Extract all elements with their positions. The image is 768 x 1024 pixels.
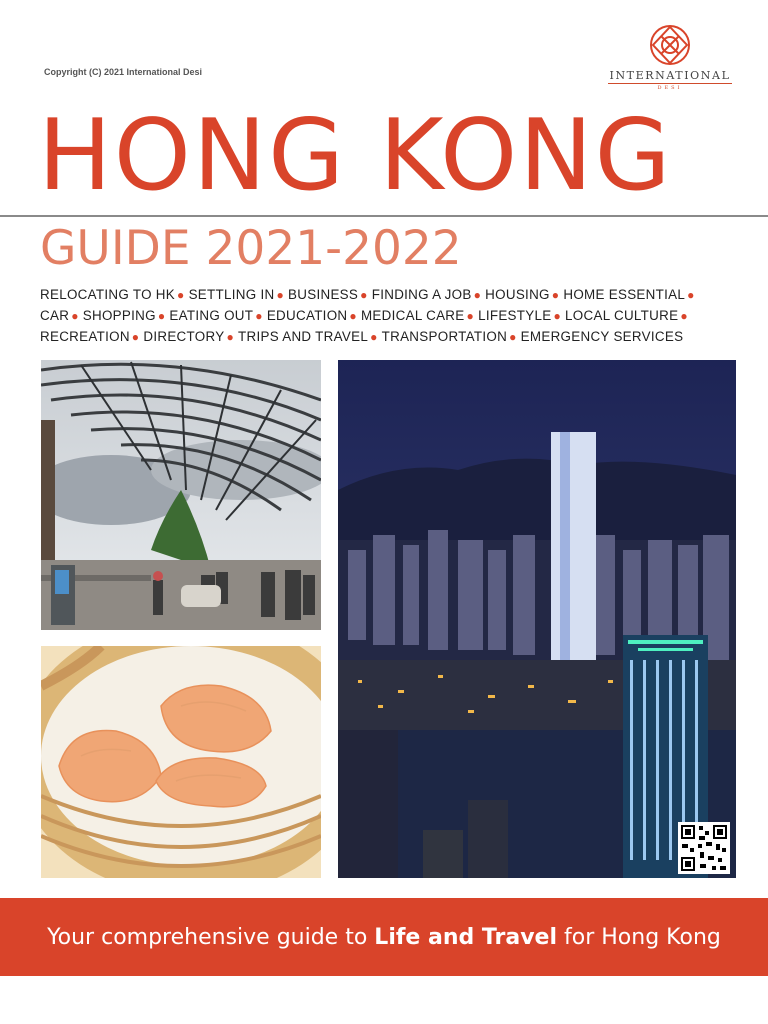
dim-sum-photo (41, 646, 321, 878)
topic-item: EMERGENCY SERVICES (520, 329, 684, 344)
copyright-notice: Copyright (C) 2021 International Desi (44, 67, 203, 77)
topic-item: MEDICAL CARE (360, 308, 465, 323)
topic-item: HOUSING (485, 287, 550, 302)
brand-name: INTERNATIONAL (609, 69, 731, 82)
topic-item: TRANSPORTATION (381, 329, 508, 344)
brand-logo-icon (646, 24, 694, 66)
topic-item: CAR (40, 308, 70, 323)
topic-item: FINDING A JOB (371, 287, 472, 302)
topic-item: EDUCATION (266, 308, 348, 323)
bullet-icon: ● (71, 309, 79, 323)
promenade-photo (41, 360, 321, 630)
topic-item: SHOPPING (82, 308, 156, 323)
topic-item: LOCAL CULTURE (565, 308, 679, 323)
bullet-icon: ● (360, 288, 368, 302)
brand-subname: DESI (608, 83, 732, 91)
tagline-banner (0, 898, 768, 976)
topic-item: SETTLING IN (188, 287, 275, 302)
topic-item: DIRECTORY (143, 329, 225, 344)
bullet-icon: ● (680, 309, 688, 323)
tagline-emphasis: Life and Travel (374, 924, 558, 950)
guide-subtitle: GUIDE 2021-2022 (40, 221, 462, 276)
bullet-icon: ● (687, 288, 695, 302)
qr-code-icon (678, 822, 730, 874)
bullet-icon: ● (349, 309, 357, 323)
topic-item: HOME ESSENTIAL (563, 287, 686, 302)
bullet-icon: ● (473, 288, 482, 302)
guide-title: HONG KONG (38, 99, 673, 213)
topic-row (40, 305, 740, 326)
bullet-icon: ● (466, 309, 475, 323)
skyline-photo (338, 360, 736, 878)
tagline-prefix: Your comprehensive guide to (47, 924, 375, 950)
topic-row (40, 326, 740, 347)
topic-item: RECREATION (40, 329, 130, 344)
topic-row (40, 284, 740, 305)
bullet-icon: ● (276, 288, 285, 302)
topic-list (40, 284, 740, 347)
tagline-suffix: for Hong Kong (557, 924, 721, 950)
bullet-icon: ● (157, 309, 166, 323)
topic-item: LIFESTYLE (478, 308, 552, 323)
topic-item: RELOCATING TO HK (40, 287, 176, 302)
topic-item: EATING OUT (169, 308, 254, 323)
bullet-icon: ● (553, 309, 562, 323)
topic-item: TRIPS AND TRAVEL (238, 329, 369, 344)
brand-logo (608, 24, 732, 91)
bullet-icon: ● (226, 330, 234, 344)
title-divider (0, 215, 768, 217)
bullet-icon: ● (255, 309, 263, 323)
bullet-icon: ● (131, 330, 140, 344)
bullet-icon: ● (551, 288, 560, 302)
bullet-icon: ● (177, 288, 185, 302)
topic-item: BUSINESS (288, 287, 359, 302)
bullet-icon: ● (509, 330, 517, 344)
bullet-icon: ● (370, 330, 378, 344)
